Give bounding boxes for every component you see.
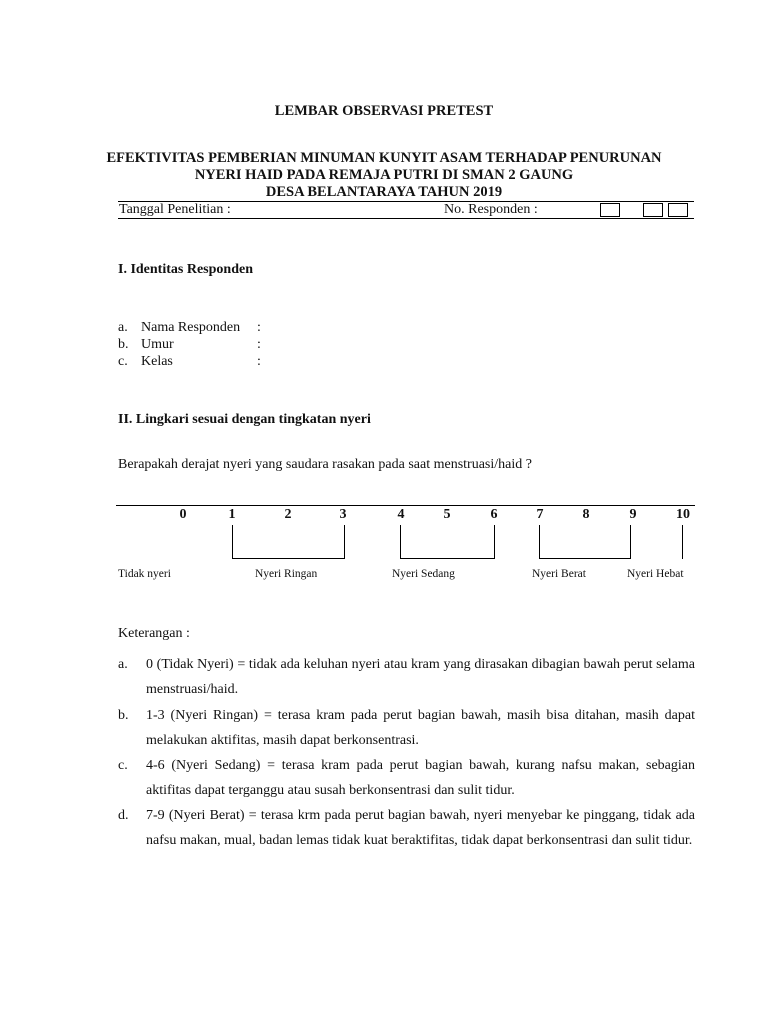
bracket-nyeri-sedang xyxy=(400,525,495,559)
pain-scale-number-7[interactable]: 7 xyxy=(536,507,544,522)
legend-item-c xyxy=(118,753,695,803)
date-label: Tanggal Penelitian : xyxy=(119,202,231,217)
pain-question: Berapakah derajat nyeri yang saudara rasakan pada saat menstruasi/haid ? xyxy=(118,457,532,472)
category-nyeri-sedang: Nyeri Sedang xyxy=(392,568,455,580)
bracket-nyeri-ringan xyxy=(232,525,345,559)
pain-scale-number-6[interactable]: 6 xyxy=(490,507,498,522)
document-title: LEMBAR OBSERVASI PRETEST xyxy=(274,103,494,119)
legend-item-c-letter: c. xyxy=(118,758,128,773)
document-subtitle-line-3: DESA BELANTARAYA TAHUN 2019 xyxy=(265,184,503,200)
legend-item-c-text: 4-6 (Nyeri Sedang) = terasa kram pada perut bagian bawah, kurang nafsu makan, sebagian aktifitas dapat terganggu atau susah berkonsentrasi dan sulit tidur. xyxy=(146,758,695,798)
pain-scale-number-2[interactable]: 2 xyxy=(284,507,292,522)
legend-item-a-text: 0 (Tidak Nyeri) = tidak ada keluhan nyeri atau kram yang dirasakan dibagian bawah perut selama menstruasi/haid. xyxy=(146,657,695,697)
field-class-colon: : xyxy=(257,354,261,369)
field-age-label: Umur xyxy=(141,337,174,352)
field-age-letter: b. xyxy=(118,337,129,352)
legend-item-a-letter: a. xyxy=(118,657,128,672)
pain-scale-number-0[interactable]: 0 xyxy=(179,507,187,522)
field-name-colon: : xyxy=(257,320,261,335)
legend-item-d-text: 7-9 (Nyeri Berat) = terasa krm pada perut bagian bawah, nyeri menyebar ke pinggang, tidak ada nafsu makan, mual, badan lemas tidak kuat beraktifitas, tidak dapat berkonsentrasi dan sulit tidur. xyxy=(146,808,695,848)
category-tidak-nyeri: Tidak nyeri xyxy=(118,568,171,580)
respondent-number-label: No. Responden : xyxy=(444,202,538,217)
pain-scale-rule xyxy=(116,505,695,506)
category-nyeri-hebat: Nyeri Hebat xyxy=(627,568,684,580)
pain-scale-number-5[interactable]: 5 xyxy=(443,507,451,522)
pain-scale-number-8[interactable]: 8 xyxy=(582,507,590,522)
legend-item-d-letter: d. xyxy=(118,808,129,823)
document-subtitle-line-2: NYERI HAID PADA REMAJA PUTRI DI SMAN 2 GAUNG xyxy=(194,167,574,183)
legend-item-a xyxy=(118,652,695,702)
document-subtitle-line-1: EFEKTIVITAS PEMBERIAN MINUMAN KUNYIT ASAM TERHADAP PENURUNAN xyxy=(106,150,662,166)
bracket-nyeri-berat xyxy=(539,525,631,559)
legend-item-b-text: 1-3 (Nyeri Ringan) = terasa kram pada perut bagian bawah, masih bisa ditahan, masih dapat melakukan aktifitas, masih dapat berkonsentrasi. xyxy=(146,708,695,748)
legend-heading: Keterangan : xyxy=(118,626,190,641)
field-class-letter: c. xyxy=(118,354,128,369)
field-class-row xyxy=(118,354,418,371)
section-identity-heading: I. Identitas Responden xyxy=(118,262,253,277)
field-name-label: Nama Responden xyxy=(141,320,241,335)
category-nyeri-ringan: Nyeri Ringan xyxy=(255,568,318,580)
category-nyeri-berat: Nyeri Berat xyxy=(532,568,586,580)
legend-item-b-letter: b. xyxy=(118,708,129,723)
pain-scale-number-4[interactable]: 4 xyxy=(397,507,405,522)
pain-scale-number-9[interactable]: 9 xyxy=(629,507,637,522)
pain-scale-number-10[interactable]: 10 xyxy=(676,507,690,522)
field-name-letter: a. xyxy=(118,320,128,335)
respondent-number-box-3[interactable] xyxy=(668,203,688,217)
header-rule-bottom xyxy=(118,218,694,219)
legend-item-d xyxy=(118,803,695,853)
field-age-colon: : xyxy=(257,337,261,352)
field-class-label: Kelas xyxy=(141,354,173,369)
pain-scale-number-1[interactable]: 1 xyxy=(228,507,236,522)
legend-item-b xyxy=(118,703,695,753)
respondent-number-box-2[interactable] xyxy=(643,203,663,217)
field-age-row xyxy=(118,337,418,354)
marker-nyeri-hebat xyxy=(682,525,683,559)
section-pain-heading: II. Lingkari sesuai dengan tingkatan nyeri xyxy=(118,412,371,427)
respondent-number-box-1[interactable] xyxy=(600,203,620,217)
field-name-row xyxy=(118,320,418,337)
pain-scale-number-3[interactable]: 3 xyxy=(339,507,347,522)
